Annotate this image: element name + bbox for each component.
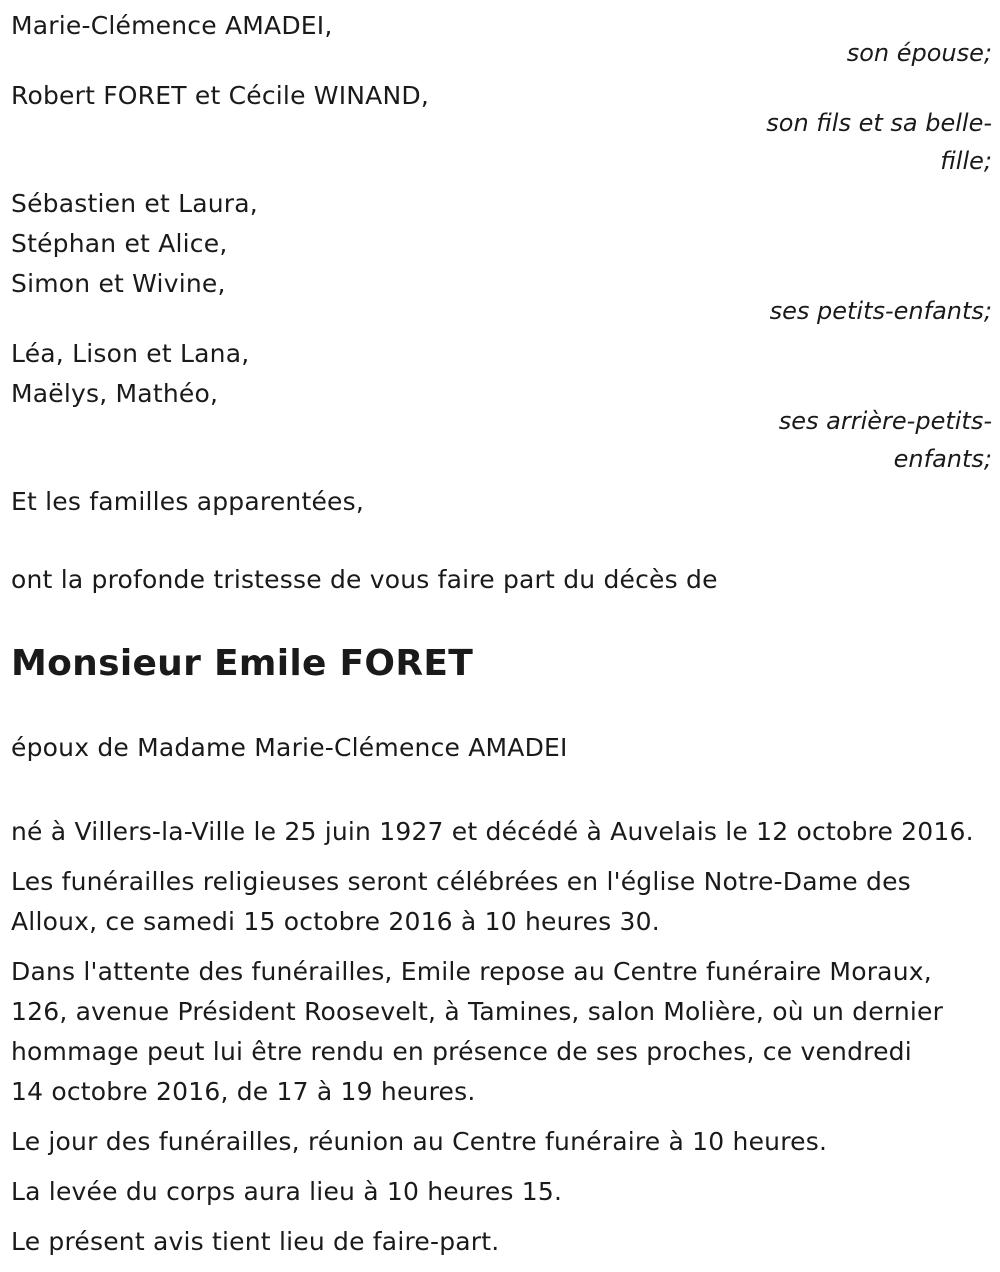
rest-line-2: 126, avenue Président Roosevelt, à Tamines, salon Molière, où un dernier — [11, 997, 944, 1026]
rest-line-1: Dans l'attente des funérailles, Emile repose au Centre funéraire Moraux, — [11, 957, 932, 986]
announcement-line: ont la profonde tristesse de vous faire part du décès de — [11, 565, 718, 594]
birth-death-line: né à Villers-la-Ville le 25 juin 1927 et décédé à Auvelais le 12 octobre 2016. — [11, 817, 974, 846]
great-grandchild-line: Maëlys, Mathéo, — [11, 379, 219, 408]
great-grandchildren-relation-line-1: ses arrière-petits- — [778, 407, 992, 435]
rest-line-4: 14 octobre 2016, de 17 à 19 heures. — [11, 1077, 476, 1106]
rest-line-3: hommage peut lui être rendu en présence de ses proches, ce vendredi — [11, 1037, 912, 1066]
spouse-of-line: époux de Madame Marie-Clémence AMADEI — [11, 733, 568, 762]
spouse-name: Marie-Clémence AMADEI, — [11, 11, 333, 40]
deceased-name: Monsieur Emile FORET — [11, 643, 474, 684]
great-grandchild-line: Léa, Lison et Lana, — [11, 339, 250, 368]
great-grandchildren-relation-line-2: enfants; — [893, 445, 992, 473]
obituary-notice — [11, 6, 992, 1272]
son-names: Robert FORET et Cécile WINAND, — [11, 81, 429, 110]
notice-line: Le présent avis tient lieu de faire-part. — [11, 1227, 500, 1256]
funeral-line-2: Alloux, ce samedi 15 octobre 2016 à 10 heures 30. — [11, 907, 660, 936]
grandchild-line: Simon et Wivine, — [11, 269, 226, 298]
son-relation-line-2: fille; — [940, 147, 992, 175]
meeting-line: Le jour des funérailles, réunion au Centre funéraire à 10 heures. — [11, 1127, 828, 1156]
relatives-line: Et les familles apparentées, — [11, 487, 364, 516]
grandchild-line: Sébastien et Laura, — [11, 189, 258, 218]
levee-line: La levée du corps aura lieu à 10 heures 15. — [11, 1177, 563, 1206]
son-relation-line-1: son fils et sa belle- — [766, 109, 992, 137]
spouse-relation: son épouse; — [846, 39, 992, 67]
grandchildren-relation: ses petits-enfants; — [769, 297, 992, 325]
grandchild-line: Stéphan et Alice, — [11, 229, 228, 258]
funeral-line-1: Les funérailles religieuses seront célébrées en l'église Notre-Dame des — [11, 867, 911, 896]
